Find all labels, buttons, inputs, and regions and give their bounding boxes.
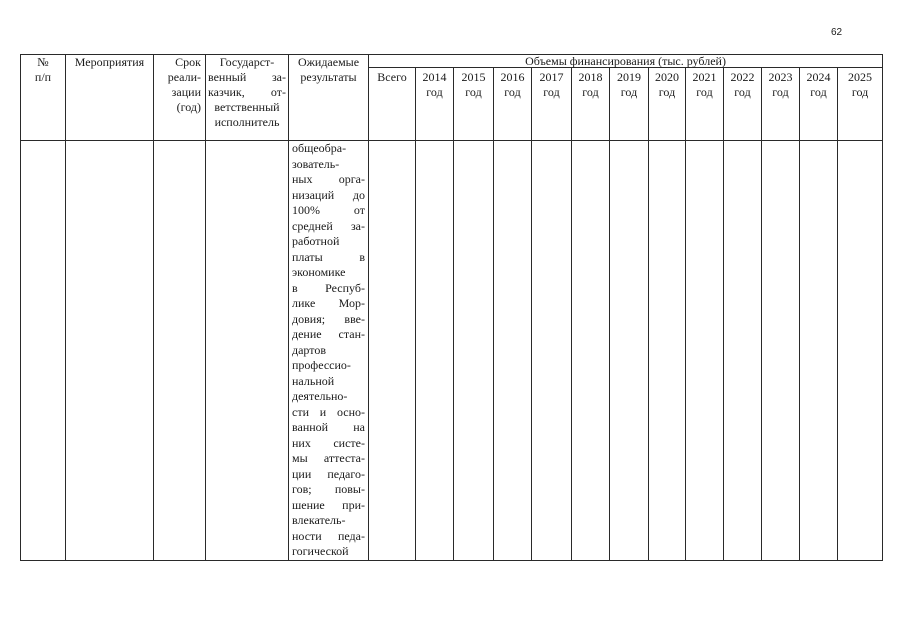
header-customer-line: ветственный bbox=[214, 100, 280, 114]
results-line bbox=[292, 451, 365, 467]
results-word: ности bbox=[292, 528, 322, 543]
year-label: 2021 bbox=[692, 70, 717, 84]
header-financing: Объемы финансирования (тыс. рублей) bbox=[369, 55, 883, 68]
cell-measures bbox=[66, 141, 154, 561]
header-year-2020 bbox=[649, 68, 686, 141]
results-line: зователь- bbox=[292, 156, 340, 171]
results-word: низаций bbox=[292, 187, 335, 202]
results-word: на bbox=[353, 420, 365, 434]
year-unit: год bbox=[582, 85, 599, 99]
header-results-line: Ожидаемые bbox=[297, 55, 360, 69]
cell-2020 bbox=[649, 141, 686, 561]
page-number: 62 bbox=[831, 27, 843, 38]
results-word: ции bbox=[292, 466, 312, 481]
results-word: 100% bbox=[292, 203, 320, 217]
results-line: экономике bbox=[292, 265, 346, 279]
results-word: педаго- bbox=[327, 466, 365, 481]
results-line bbox=[292, 498, 365, 514]
cell-2022 bbox=[724, 141, 762, 561]
results-line: дартов bbox=[292, 342, 327, 357]
year-label: 2014 bbox=[422, 70, 447, 84]
results-word: вве- bbox=[344, 311, 365, 326]
results-line bbox=[292, 203, 365, 219]
header-customer-line: Государст- bbox=[219, 55, 275, 69]
header-year-2015 bbox=[454, 68, 494, 141]
results-line bbox=[292, 219, 365, 235]
results-line bbox=[292, 312, 365, 328]
results-word: гов; bbox=[292, 482, 312, 496]
results-word: платы bbox=[292, 249, 323, 264]
year-unit: год bbox=[851, 85, 869, 99]
results-word: довия; bbox=[292, 311, 326, 326]
results-word: дение bbox=[292, 327, 322, 341]
results-line bbox=[292, 188, 365, 204]
results-word: средней bbox=[292, 218, 333, 233]
cell-2018 bbox=[572, 141, 610, 561]
cell-number bbox=[21, 141, 66, 561]
year-unit: год bbox=[543, 85, 560, 99]
results-word: лике bbox=[292, 296, 316, 310]
year-unit: год bbox=[504, 85, 521, 99]
header-year-2017 bbox=[532, 68, 572, 141]
results-line bbox=[292, 436, 365, 452]
year-label: 2023 bbox=[768, 70, 793, 84]
results-word: повы- bbox=[334, 482, 365, 496]
cell-period bbox=[154, 141, 206, 561]
results-word: Мор- bbox=[338, 296, 365, 310]
cell-2024 bbox=[800, 141, 838, 561]
results-word: от bbox=[353, 203, 365, 217]
header-period-line: Срок bbox=[175, 55, 201, 69]
header-year-2023 bbox=[762, 68, 800, 141]
results-word: мы bbox=[292, 451, 308, 465]
header-customer-line: казчик, от- bbox=[208, 85, 286, 99]
header-results bbox=[289, 55, 369, 141]
cell-results bbox=[289, 141, 369, 561]
results-line bbox=[292, 296, 365, 312]
cell-2019 bbox=[610, 141, 649, 561]
header-customer bbox=[206, 55, 289, 141]
results-line bbox=[292, 172, 365, 188]
header-period-line: зации bbox=[171, 85, 201, 99]
header-period bbox=[154, 55, 206, 141]
header-total: Всего bbox=[369, 68, 416, 141]
year-label: 2018 bbox=[578, 70, 603, 84]
results-line bbox=[292, 529, 365, 545]
results-line bbox=[292, 467, 365, 483]
header-period-line: (год) bbox=[176, 100, 201, 114]
header-year-2025 bbox=[838, 68, 883, 141]
year-unit: год bbox=[696, 85, 713, 99]
results-word: ных bbox=[292, 172, 313, 186]
year-label: 2015 bbox=[461, 70, 486, 84]
cell-2021 bbox=[686, 141, 724, 561]
year-label: 2017 bbox=[539, 70, 564, 84]
header-year-2019 bbox=[610, 68, 649, 141]
cell-2017 bbox=[532, 141, 572, 561]
header-number bbox=[21, 55, 66, 141]
results-word: до bbox=[352, 187, 365, 202]
results-word: педа- bbox=[337, 528, 365, 543]
results-word: осно- bbox=[336, 404, 365, 419]
year-label: 2025 bbox=[848, 70, 873, 84]
year-unit: год bbox=[426, 85, 443, 99]
year-unit: год bbox=[658, 85, 676, 99]
year-unit: год bbox=[465, 85, 482, 99]
results-word: них bbox=[292, 435, 311, 450]
results-line: общеобра- bbox=[292, 141, 347, 155]
year-label: 2020 bbox=[655, 70, 679, 84]
year-unit: год bbox=[620, 85, 638, 99]
results-word: систе- bbox=[333, 435, 365, 450]
header-year-2016 bbox=[494, 68, 532, 141]
results-word: орга- bbox=[338, 172, 365, 186]
results-line: деятельно- bbox=[292, 389, 348, 403]
header-customer-line: венный за- bbox=[208, 70, 286, 84]
header-year-2014 bbox=[416, 68, 454, 141]
cell-customer bbox=[206, 141, 289, 561]
year-label: 2019 bbox=[617, 70, 641, 84]
results-line: нальной bbox=[292, 373, 335, 388]
results-line bbox=[292, 281, 365, 297]
results-word: в bbox=[292, 280, 298, 295]
year-unit: год bbox=[810, 85, 827, 99]
header-customer-line: исполнитель bbox=[214, 115, 280, 129]
year-unit: год bbox=[734, 85, 751, 99]
year-label: 2024 bbox=[806, 70, 831, 84]
cell-2016 bbox=[494, 141, 532, 561]
results-word: при- bbox=[342, 497, 365, 512]
year-unit: год bbox=[772, 85, 789, 99]
header-number-line: п/п bbox=[34, 70, 52, 84]
results-line bbox=[292, 250, 365, 266]
results-line bbox=[292, 420, 365, 436]
results-word: ванной bbox=[292, 420, 329, 434]
results-word: в bbox=[359, 249, 365, 264]
results-text bbox=[292, 141, 365, 560]
results-word: и bbox=[319, 404, 327, 419]
header-period-line: реали- bbox=[167, 70, 201, 84]
header-year-2022 bbox=[724, 68, 762, 141]
results-word: за- bbox=[350, 218, 365, 233]
cell-2023 bbox=[762, 141, 800, 561]
cell-2015 bbox=[454, 141, 494, 561]
financing-plan-table bbox=[20, 54, 883, 561]
table-row bbox=[21, 141, 883, 561]
results-line: работной bbox=[292, 234, 340, 248]
results-word: Респуб- bbox=[325, 280, 365, 295]
results-line bbox=[292, 327, 365, 343]
year-label: 2022 bbox=[730, 70, 755, 84]
results-word: аттеста- bbox=[323, 451, 365, 465]
header-results-line: результаты bbox=[300, 70, 357, 84]
results-word: стан- bbox=[338, 327, 365, 341]
header-number-line: № bbox=[37, 55, 49, 69]
cell-total bbox=[369, 141, 416, 561]
results-line: влекатель- bbox=[292, 513, 346, 527]
results-line: гогической bbox=[292, 544, 349, 558]
results-line bbox=[292, 405, 365, 421]
results-line: профессио- bbox=[292, 358, 351, 372]
cell-2025 bbox=[838, 141, 883, 561]
results-word: шение bbox=[292, 497, 325, 512]
cell-2014 bbox=[416, 141, 454, 561]
header-year-2021 bbox=[686, 68, 724, 141]
year-label: 2016 bbox=[500, 70, 525, 84]
results-line bbox=[292, 482, 365, 498]
header-year-2018 bbox=[572, 68, 610, 141]
results-word: сти bbox=[292, 404, 309, 419]
header-year-2024 bbox=[800, 68, 838, 141]
header-measures: Мероприятия bbox=[66, 55, 154, 141]
